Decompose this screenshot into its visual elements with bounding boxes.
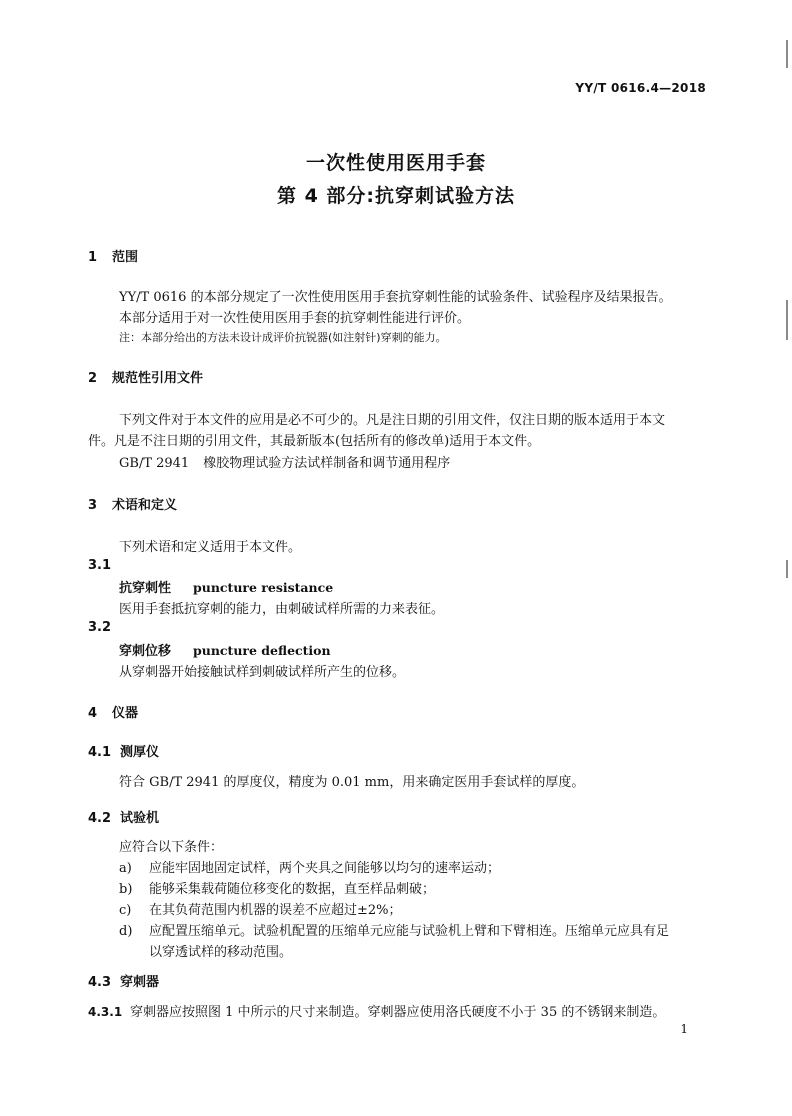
section-4-heading [88, 702, 138, 721]
term-zh: 抗穿刺性 [119, 581, 172, 596]
section-number: 2 [88, 371, 98, 386]
section-number: 1 [88, 250, 98, 265]
reference-title: 橡胶物理试验方法试样制备和调节通用程序 [203, 456, 451, 471]
list-item [119, 857, 500, 876]
document-title-line2: 第 4 部分:抗穿刺试验方法 [276, 185, 516, 207]
list-text: 能够采集载荷随位移变化的数据，直至样品刺破； [149, 882, 436, 897]
term-number: 3.2 [88, 620, 112, 635]
term-entry [119, 640, 331, 659]
section-title: 仪器 [112, 706, 139, 721]
term-en: puncture resistance [193, 580, 334, 595]
paragraph: 下列术语和定义适用于本文件。 [119, 540, 302, 555]
subsection-4-3-heading [88, 971, 159, 990]
subsection-title: 试验机 [120, 811, 160, 826]
paragraph: YY/T 0616 的本部分规定了一次性使用医用手套抗穿刺性能的试验条件、试验程序及结果报告。 [119, 290, 672, 305]
list-item [119, 878, 435, 897]
term-definition: 从穿刺器开始接触试样到刺破试样所产生的位移。 [119, 665, 406, 680]
list-item-continuation: 以穿透试样的移动范围。 [149, 945, 293, 960]
normative-reference [119, 452, 450, 471]
term-number: 3.1 [88, 558, 112, 573]
clause-text: 穿刺器应按照图 1 中所示的尺寸来制造。穿刺器应使用洛氏硬度不小于 35 的不锈钢来制造。 [130, 1005, 666, 1020]
paragraph: 下列文件对于本文件的应用是必不可少的。凡是注日期的引用文件，仅注日期的版本适用于本文 [119, 413, 666, 428]
note: 注：本部分给出的方法未设计成评价抗锐器(如注射针)穿刺的能力。 [119, 331, 447, 344]
list-text: 在其负荷范围内机器的误差不应超过±2%； [149, 903, 402, 918]
list-text: 应能牢固地固定试样，两个夹具之间能够以均匀的速率运动； [149, 861, 501, 876]
document-title-line1: 一次性使用医用手套 [305, 152, 486, 174]
term-entry [119, 577, 333, 596]
section-number: 3 [88, 498, 98, 513]
clause-number: 4.3.1 [88, 1005, 123, 1019]
list-marker: d) [119, 924, 133, 939]
list-text: 应配置压缩单元。试验机配置的压缩单元应能与试验机上臂和下臂相连。压缩单元应具有足 [149, 924, 670, 939]
term-definition: 医用手套抵抗穿刺的能力，由刺破试样所需的力来表征。 [119, 602, 445, 617]
section-title: 规范性引用文件 [112, 371, 204, 386]
section-title: 术语和定义 [112, 498, 178, 513]
subsection-title: 穿刺器 [120, 975, 160, 990]
term-zh: 穿刺位移 [119, 644, 172, 659]
list-marker: b) [119, 882, 133, 897]
paragraph: 符合 GB/T 2941 的厚度仪，精度为 0.01 mm，用来确定医用手套试样的厚度。 [119, 775, 585, 790]
standard-number: YY/T 0616.4—2018 [575, 81, 706, 95]
page-number: 1 [680, 1022, 688, 1036]
scan-edge-marks [782, 0, 792, 1116]
paragraph: 本部分适用于对一次性使用医用手套的抗穿刺性能进行评价。 [119, 311, 471, 326]
term-en: puncture deflection [193, 643, 331, 658]
subsection-number: 4.3 [88, 975, 112, 990]
section-2-heading [88, 367, 203, 386]
list-item [119, 899, 402, 918]
paragraph-continuation: 件。凡是不注日期的引用文件，其最新版本(包括所有的修改单)适用于本文件。 [88, 434, 541, 449]
reference-code: GB/T 2941 [119, 456, 190, 471]
list-marker: c) [119, 903, 132, 918]
section-title: 范围 [112, 250, 139, 265]
section-number: 4 [88, 706, 98, 721]
list-marker: a) [119, 861, 132, 876]
subsection-number: 4.1 [88, 745, 112, 760]
paragraph: 应符合以下条件： [119, 840, 224, 855]
section-3-heading [88, 494, 177, 513]
clause-4-3-1 [88, 1001, 665, 1020]
list-item [119, 920, 669, 939]
subsection-4-2-heading [88, 807, 159, 826]
subsection-4-1-heading [88, 741, 159, 760]
subsection-title: 测厚仪 [120, 745, 160, 760]
subsection-number: 4.2 [88, 811, 112, 826]
section-1-heading [88, 246, 138, 265]
